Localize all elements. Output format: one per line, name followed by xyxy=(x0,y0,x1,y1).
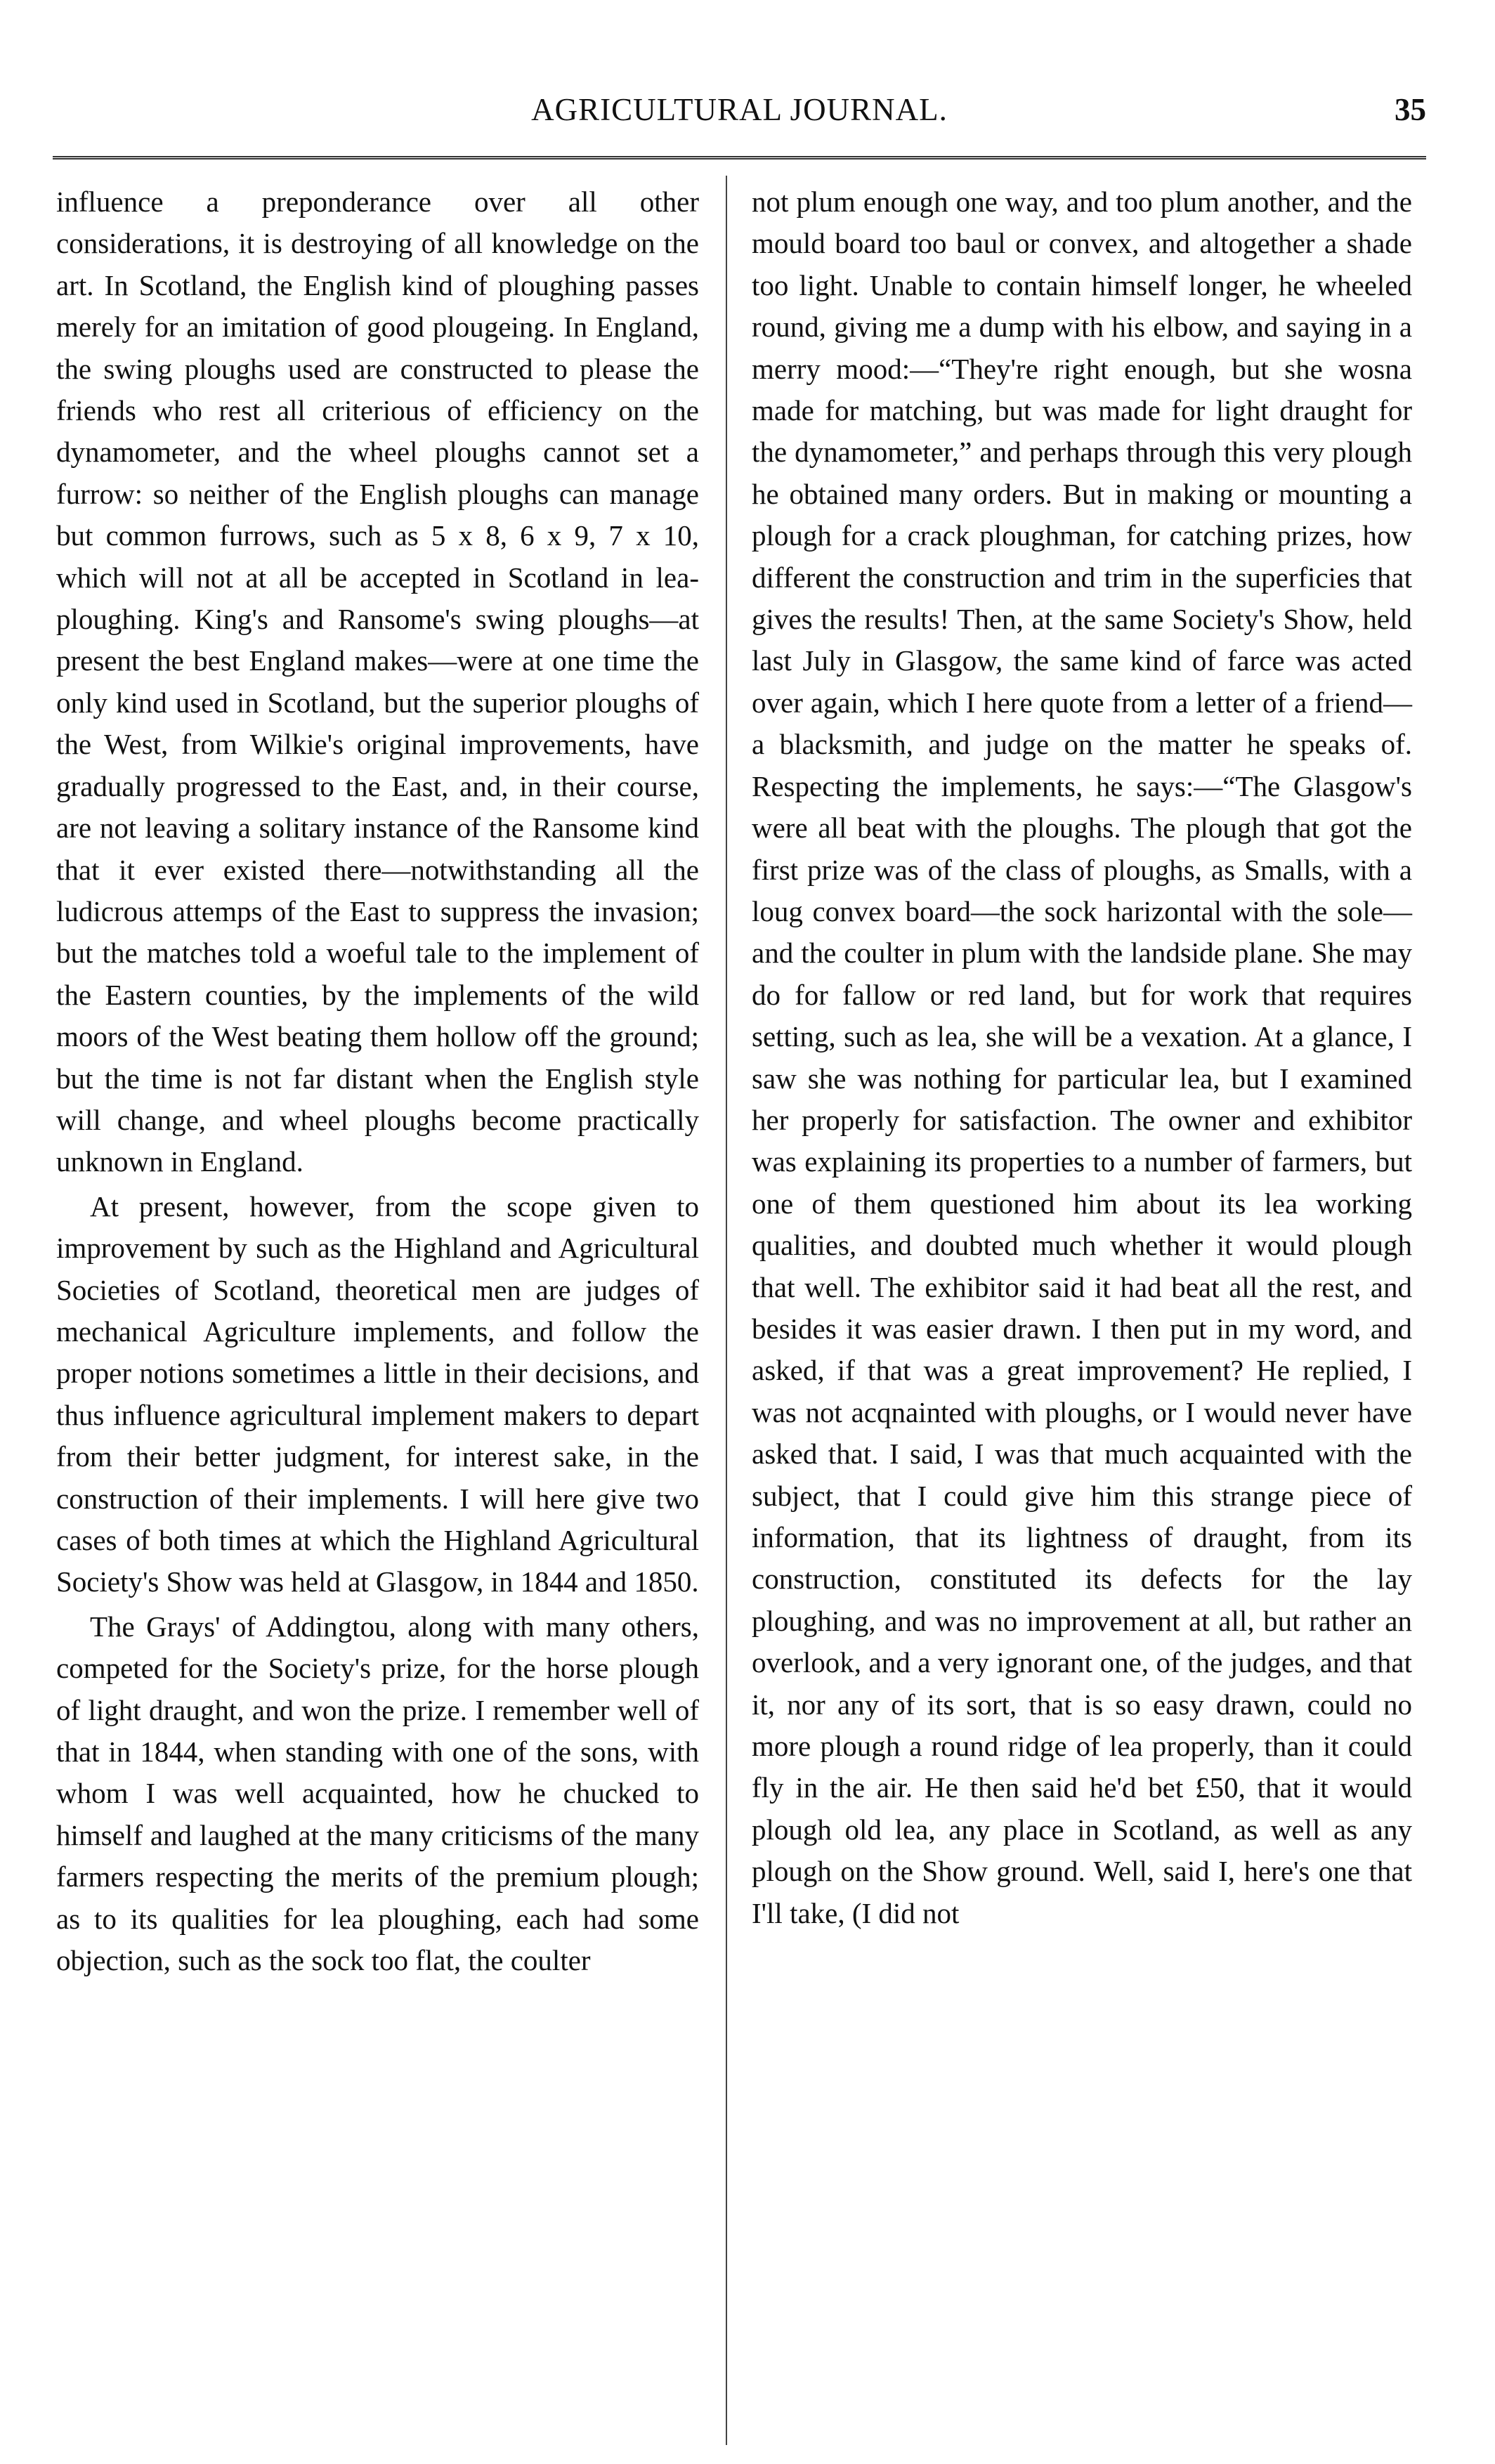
right-column xyxy=(752,181,1412,1934)
journal-title: AGRICULTURAL JOURNAL. xyxy=(531,92,948,127)
paragraph: At present, however, from the scope given to improvement by such as the Highland and Agricultural Societies of Scotland, theoretical men are judges of mechanical Agriculture implements, and follow the proper notions sometimes a little in their decisions, and thus influence agricultural implement makers to depart from their better judgment, for interest sake, in the construction of their implements. I will here give two cases of both times at which the Highland Agricultural Society's Show was held at Glasgow, in 1844 and 1850. xyxy=(56,1189,699,1598)
paragraph: The Grays' of Addingtou, along with many others, competed for the Society's prize, for the horse plough of light draught, and won the prize. I remember well of that in 1844, when standing with one of the sons, with whom I was well acquainted, how he chucked to himself and laughed at the many criticisms of the many farmers respecting the merits of the premium plough; as to its qualities for lea ploughing, each had some objection, such as the sock too flat, the coulter xyxy=(56,1610,699,1977)
running-header xyxy=(53,84,1426,148)
column-divider xyxy=(726,176,727,2445)
paragraph: influence a preponderance over all other considerations, it is destroying of all knowledge on the art. In Scotland, the English kind of ploughing passes merely for an imitation of good plougeing. In England, the swing ploughs used are constructed to please the friends who rest all criterious of efficiency on the dynamometer, and the wheel ploughs cannot set a furrow: so neither of the English ploughs can manage but common furrows, such as 5 x 8, 6 x 9, 7 x 10, which will not at all be accepted in Scotland in lea-ploughing. King's and Ransome's swing ploughs—at present the best England makes—were at one time the only kind used in Scotland, but the superior ploughs of the West, from Wilkie's original improvements, have gradually progressed to the East, and, in their course, are not leaving a solitary instance of the Ransome kind that it ever existed there—notwithstanding all the ludicrous attemps of the East to suppress the invasion; but the matches told a woeful tale to the implement of the Eastern counties, by the implements of the wild moors of the West beating them hollow off the ground; but the time is not far distant when the English style will change, and wheel ploughs become practically unknown in England. xyxy=(56,185,699,1178)
left-column xyxy=(56,181,699,1981)
header-rule xyxy=(53,156,1426,159)
paragraph: not plum enough one way, and too plum another, and the mould board too baul or convex, and altogether a shade too light. Unable to contain himself longer, he wheeled round, giving me a dump with his elbow, and saying in a merry mood:—“They're right enough, but she wosna made for matching, but was made for light draught for the dynamometer,” and perhaps through this very plough he obtained many orders. But in making or mounting a plough for a crack ploughman, for catching prizes, how different the construction and trim in the superficies that gives the results! Then, at the same Society's Show, held last July in Glasgow, the same kind of farce was acted over again, which I here quote from a letter of a friend—a blacksmith, and judge on the matter he speaks of. Respecting the implements, he says:—“The Glasgow's were all beat with the ploughs. The plough that got the first prize was of the class of ploughs, as Smalls, with a loug convex board—the sock harizontal with the sole—and the coulter in plum with the landside plane. She may do for fallow or red land, but for work that requires setting, such as lea, she will be a vexation. At a glance, I saw she was nothing for particular lea, but I examined her properly for satisfaction. The owner and exhibitor was explaining its properties to a number of farmers, but one of them questioned him about its lea working qualities, and doubted much whether it would plough that well. The exhibitor said it had beat all the rest, and besides it was easier drawn. I then put in my word, and asked, if that was a great improvement? He replied, I was not acqnainted with ploughs, or I would never have asked that. I said, I was that much acquainted with the subject, that I could give him this strange piece of information, that its lightness of draught, from its construction, constituted its defects for the lay ploughing, and was no improvement at all, but rather an overlook, and a very ignorant one, of the judges, and that it, nor any of its sort, that is so easy drawn, could no more plough a round ridge of lea properly, than it could fly in the air. He then said he'd bet £50, that it would plough old lea, any place in Scotland, as well as any plough on the Show ground. Well, said I, here's one that I'll take, (I did not xyxy=(752,185,1412,1929)
page-number: 35 xyxy=(1395,92,1426,127)
